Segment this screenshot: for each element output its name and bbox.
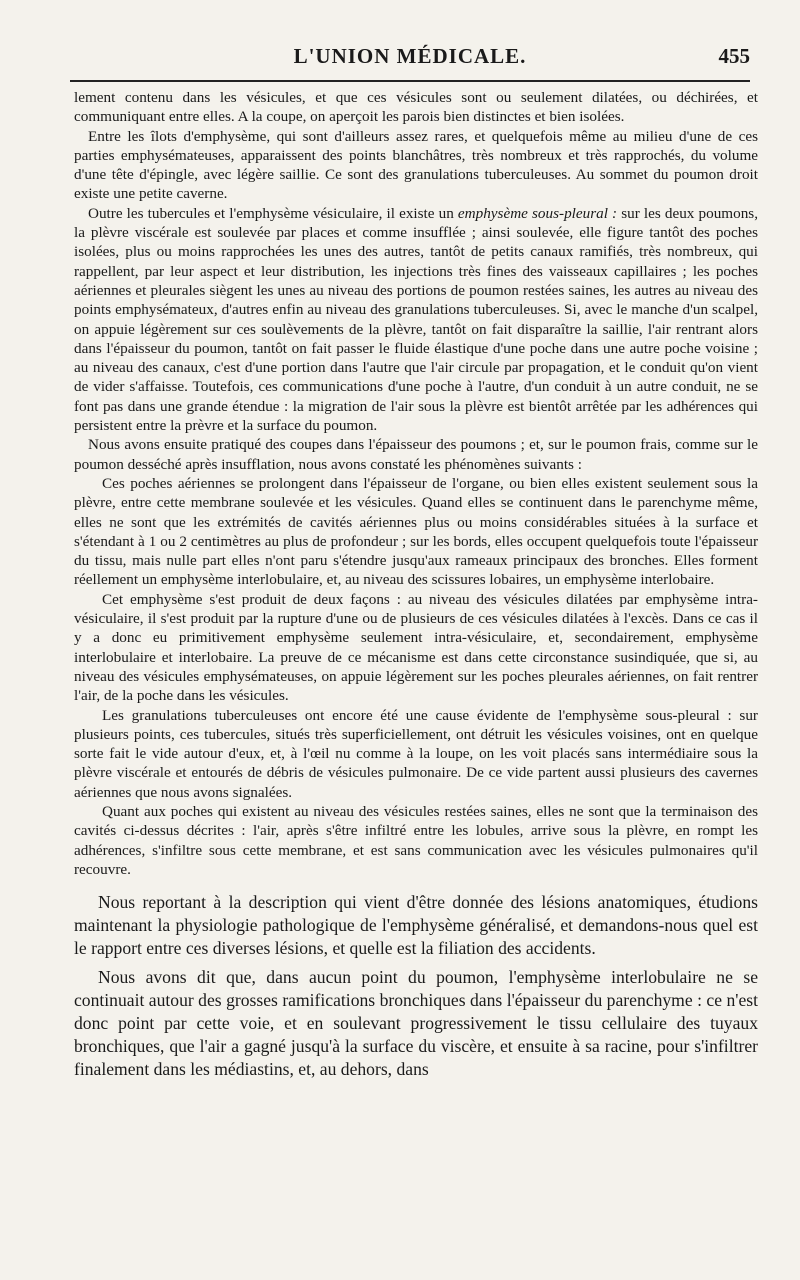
paragraph: Entre les îlots d'emphysème, qui sont d'ailleurs assez rares, et quelquefois même au milieu d'une de ces parties emphysémateuses, apparaissent des points blanchâtres, très nombreux et très rapprochés, du volume d'une tête d'épingle, avec légère saillie. Ce sont des granulations tuberculeuses. Au sommet du poumon droit existe une petite caverne.	[74, 127, 758, 203]
paragraph	[74, 204, 758, 436]
header-rule	[70, 80, 750, 82]
running-header	[70, 44, 750, 74]
paragraph: Quant aux poches qui existent au niveau des vésicules restées saines, elles ne sont que la terminaison des cavités ci-dessus décrites : l'air, après s'être infiltré entre les lobules, arrive sous la plèvre, en rompt les adhérences, s'infiltre sous cette membrane, et est sans communication avec les vésicules pulmonaires qu'il recouvre.	[74, 802, 758, 878]
paragraph: Cet emphysème s'est produit de deux façons : au niveau des vésicules dilatées par emphysème intra-vésiculaire, il s'est produit par la rupture d'une ou de plusieurs de ces vésicules dilatées à l'excès. Dans ce cas il y a donc eu primitivement emphysème seulement intra-vésiculaire, et, secondairement, emphysème interlobulaire et interlobaire. La preuve de ce mécanisme est dans cette circonstance susindiquée, que si, au niveau des vésicules emphysémateuses, on appuie légèrement sur les poches pleurales aériennes, on fait rentrer l'air, de la poche dans les vésicules.	[74, 590, 758, 705]
article-body	[74, 88, 758, 1081]
paragraph-continuation: sur les deux poumons, la plèvre viscérale est soulevée par places et comme insufflée ; ainsi soulevée, elle figure tantôt des poches isolées, plus ou moins rapprochées les unes des autres, tantôt de petits canaux ramifiés, très nombreux, qui rappellent, par leur aspect et leur distribution, les injections très fines des vaisseaux capillaires ; les poches aériennes et pleurales siègent les unes au niveau des portions de poumon restées saines, les autres au niveau des points emphysémateux, d'autres enfin au niveau des granulations tuberculeuses. Si, avec le manche d'un scalpel, on appuie légèrement sur ces soulèvements de la plèvre, tantôt on fait disparaître la saillie, l'air rentrant alors dans l'épaisseur du poumon, tantôt on fait passer le fluide élastique d'une poche dans une autre poche voisine ; au niveau des canaux, c'est d'une portion dans l'autre que l'air circule par propagation, et le conduit qu'on vient de vider s'affaisse. Toutefois, ces communications d'une poche à l'autre, d'un conduit à un autre conduit, ne se font pas dans une grande étendue : la migration de l'air sous la plèvre est bientôt arrêtée par les adhérences qui persistent entre la prèvre et la surface du poumon.	[74, 204, 758, 435]
large-print-section	[74, 891, 758, 1081]
paragraph-lead-text: Outre les tubercules et l'emphysème vésiculaire, il existe un	[88, 204, 454, 222]
page-number: 455	[718, 44, 750, 68]
italic-term: emphysème sous-pleural :	[457, 204, 618, 222]
paragraph: Nous reportant à la description qui vient d'être donnée des lésions anatomiques, étudions maintenant la physiologie pathologique de l'emphysème généralisé, et demandons-nous quel est le rapport entre ces diverses lésions, et quelle est la filiation des accidents.	[74, 892, 758, 959]
paragraph: lement contenu dans les vésicules, et que ces vésicules sont ou seulement dilatées, ou déchirées, et communiquant entre elles. A la coupe, on aperçoit les parois bien distinctes et bien isolées.	[74, 89, 758, 126]
paragraph: Ces poches aériennes se prolongent dans l'épaisseur de l'organe, ou bien elles existent seulement sous la plèvre, entre cette membrane soulevée et les vésicules. Quand elles se continuent dans le parenchyme même, elles ne sont que les extrémités de cavités aériennes plus ou moins considérables situées à la surface et s'étendant à 1 ou 2 centimètres au plus de profondeur ; sur les bords, elles occupent quelquefois toute l'épaisseur du tissu, mais nulle part elles n'ont paru s'étendre jusqu'aux rameaux principaux des bronches. Elles forment réellement un emphysème interlobulaire, et, au niveau des scissures lobaires, un emphysème interlobaire.	[74, 474, 758, 589]
paragraph: Les granulations tuberculeuses ont encore été une cause évidente de l'emphysème sous-pleural : sur plusieurs points, ces tubercules, situés très superficiellement, ont détruit les vésicules voisines, ont en quelque sorte fait le vide autour d'eux, et, à l'œil nu comme à la loupe, on les voit placés sans intermédiaire sous la plèvre viscérale et entourés de débris de vésicules pulmonaire. De ce vide partent aussi plusieurs des cavernes aériennes que nous avons signalées.	[74, 706, 758, 801]
small-print-section	[74, 88, 758, 879]
journal-title: L'UNION MÉDICALE.	[293, 44, 527, 68]
paragraph: Nous avons dit que, dans aucun point du poumon, l'emphysème interlobulaire ne se continuait autour des grosses ramifications bronchiques dans l'épaisseur du parenchyme : ce n'est donc point par cette voie, et en soulevant progressivement le tissu cellulaire des tuyaux bronchiques, que l'air a gagné jusqu'à la surface du viscère, et ensuite à sa racine, pour s'infiltrer finalement dans les médiastins, et, au dehors, dans	[74, 967, 758, 1080]
paragraph: Nous avons ensuite pratiqué des coupes dans l'épaisseur des poumons ; et, sur le poumon frais, comme sur le poumon desséché après insufflation, nous avons constaté les phénomènes suivants :	[74, 436, 758, 473]
